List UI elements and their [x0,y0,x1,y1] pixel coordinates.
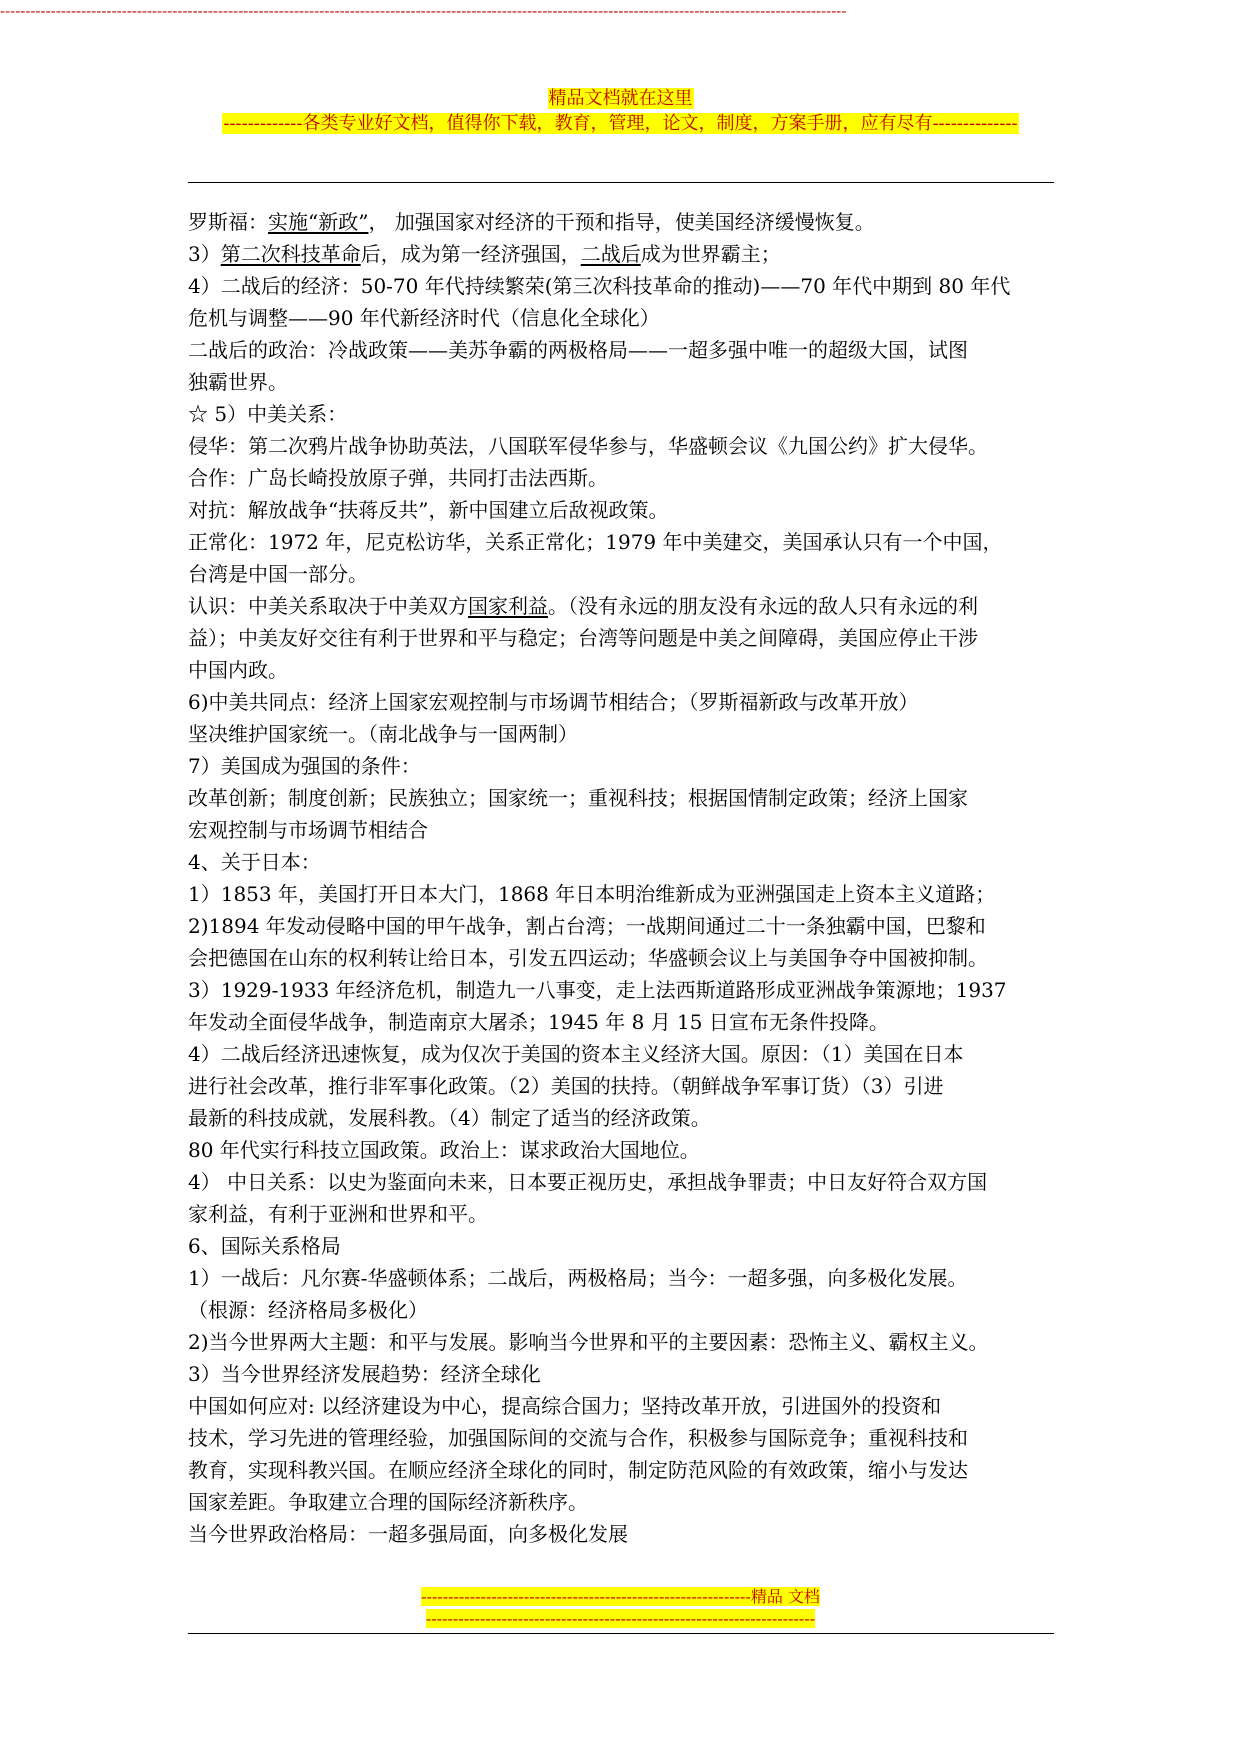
text-run: 后，成为第一经济强国， [360,242,581,266]
text-line: 6)中美共同点：经济上国家宏观控制与市场调节相结合；（罗斯福新政与改革开放） [188,690,919,714]
text-run: 罗斯福： [188,210,268,234]
text-run: 3） [188,242,221,266]
text-line: 1）一战后：凡尔赛-华盛顿体系；二战后，两极格局；当今：一超多强，向多极化发展。 [188,1266,968,1290]
footer-dashes: ------------------------------------------------------------------------ [425,1609,816,1628]
text-line: ☆ 5）中美关系： [188,402,348,426]
text-line: 会把德国在山东的权利转让给日本，引发五四运动；华盛顿会议上与美国争夺中国被抑制。 [188,946,988,970]
text-line: 技术，学习先进的管理经验，加强国际间的交流与合作，积极参与国际竞争；重视科技和 [188,1426,968,1450]
underlined-text: 第二次科技革命 [220,242,361,266]
text-line: 改革创新；制度创新；民族独立；国家统一；重视科技；根据国情制定政策；经济上国家 [188,786,968,810]
text-line: 1）1853 年，美国打开日本大门，1868 年日本明治维新成为亚洲强国走上资本主义道路； [188,882,996,906]
text-line: （根源：经济格局多极化） [188,1298,428,1322]
text-line [188,590,1068,622]
footer-rule [188,1633,1054,1634]
text-line: 国家差距。争取建立合理的国际经济新秩序。 [188,1490,588,1514]
text-line: 宏观控制与市场调节相结合 [188,818,428,842]
text-line: 危机与调整——90 年代新经济时代（信息化全球化） [188,306,660,330]
footer-line-1 [0,1587,1241,1607]
text-line: 中国内政。 [188,658,288,682]
text-line: 中国如何应对: 以经济建设为中心，提高综合国力；坚持改革开放，引进国外的投资和 [188,1394,942,1418]
text-line: 侵华：第二次鸦片战争协助英法，八国联军侵华参与，华盛顿会议《九国公约》扩大侵华。 [188,434,988,458]
text-line: 4、关于日本： [188,850,321,874]
text-line [188,238,1068,270]
text-line: 进行社会改革，推行非军事化政策。（2）美国的扶持。（朝鲜战争军事订货）（3）引进 [188,1074,944,1098]
text-run: ， 加强国家对经济的干预和指导，使美国经济缓慢恢复。 [368,210,875,234]
text-line: 6、国际关系格局 [188,1234,341,1258]
underlined-text: 国家利益 [468,594,548,618]
text-line: 二战后的政治：冷战政策——美苏争霸的两极格局——一超多强中唯一的超级大国，试图 [188,338,968,362]
text-line: 最新的科技成就，发展科教。（4）制定了适当的经济政策。 [188,1106,711,1130]
text-line: 独霸世界。 [188,370,288,394]
underlined-text: 二战后 [580,242,641,266]
text-line: 合作：广岛长崎投放原子弹，共同打击法西斯。 [188,466,608,490]
text-line: 2)当今世界两大主题：和平与发展。影响当今世界和平的主要因素：恐怖主义、霸权主义。 [188,1330,989,1354]
text-line: 4）二战后经济迅速恢复，成为仅次于美国的资本主义经济大国。原因：（1）美国在日本 [188,1042,964,1066]
text-line: 80 年代实行科技立国政策。政治上：谋求政治大国地位。 [188,1138,700,1162]
text-line [188,206,1068,238]
text-line: 4） 中日关系：以史为鉴面向未来，日本要正视历史，承担战争罪责；中日友好符合双方国 [188,1170,988,1194]
text-line: 7）美国成为强国的条件： [188,754,421,778]
header-title-line [0,88,1241,110]
text-line: 教育，实现科教兴国。在顺应经济全球化的同时，制定防范风险的有效政策，缩小与发达 [188,1458,968,1482]
header-rule [188,182,1054,183]
text-line: 益）；中美友好交往有利于世界和平与稳定；台湾等问题是中美之间障碍，美国应停止干涉 [188,626,978,650]
text-run: 认识：中美关系取决于中美双方 [188,594,468,618]
header-dash-line: ----------------------------------------------------------------------------------------------------------------------------------------------------------------------- [0,2,847,20]
text-line: 对抗：解放战争“扶蒋反共”，新中国建立后敌视政策。 [188,498,669,522]
footer-label: -------------------------------------------------------------精品 文档 [421,1587,820,1606]
text-line: 坚决维护国家统一。（南北战争与一国两制） [188,722,578,746]
header-title: 精品文档就在这里 [548,88,693,109]
text-line: 3）1929-1933 年经济危机，制造九一八事变，走上法西斯道路形成亚洲战争策源地；1937 [188,978,1007,1002]
text-run: 成为世界霸主； [640,242,781,266]
text-line: 年发动全面侵华战争，制造南京大屠杀；1945 年 8 月 15 日宣布无条件投降。 [188,1010,889,1034]
text-line: 3）当今世界经济发展趋势：经济全球化 [188,1362,541,1386]
text-run: 。（没有永远的朋友没有永远的敌人只有永远的利 [548,594,978,618]
header-slogan-line [0,113,1241,135]
text-line: 当今世界政治格局：一超多强局面，向多极化发展 [188,1522,628,1546]
text-line: 2)1894 年发动侵略中国的甲午战争，割占台湾；一战期间通过二十一条独霸中国，巴黎和 [188,914,986,938]
text-line: 台湾是中国一部分。 [188,562,368,586]
header-slogan: -------------各类专业好文档，值得你下载，教育，管理，论文，制度，方案手册，应有尽有-------------- [223,113,1018,134]
text-line: 4）二战后的经济：50-70 年代持续繁荣(第三次科技革命的推动)——70 年代中期到 80 年代 [188,274,1011,298]
underlined-text: 实施“新政” [268,210,369,234]
document-body [188,206,1068,1550]
text-line: 正常化：1972 年，尼克松访华，关系正常化；1979 年中美建交，美国承认只有一个中国， [188,530,1003,554]
text-line: 家利益，有利于亚洲和世界和平。 [188,1202,488,1226]
footer-line-2 [0,1609,1241,1629]
